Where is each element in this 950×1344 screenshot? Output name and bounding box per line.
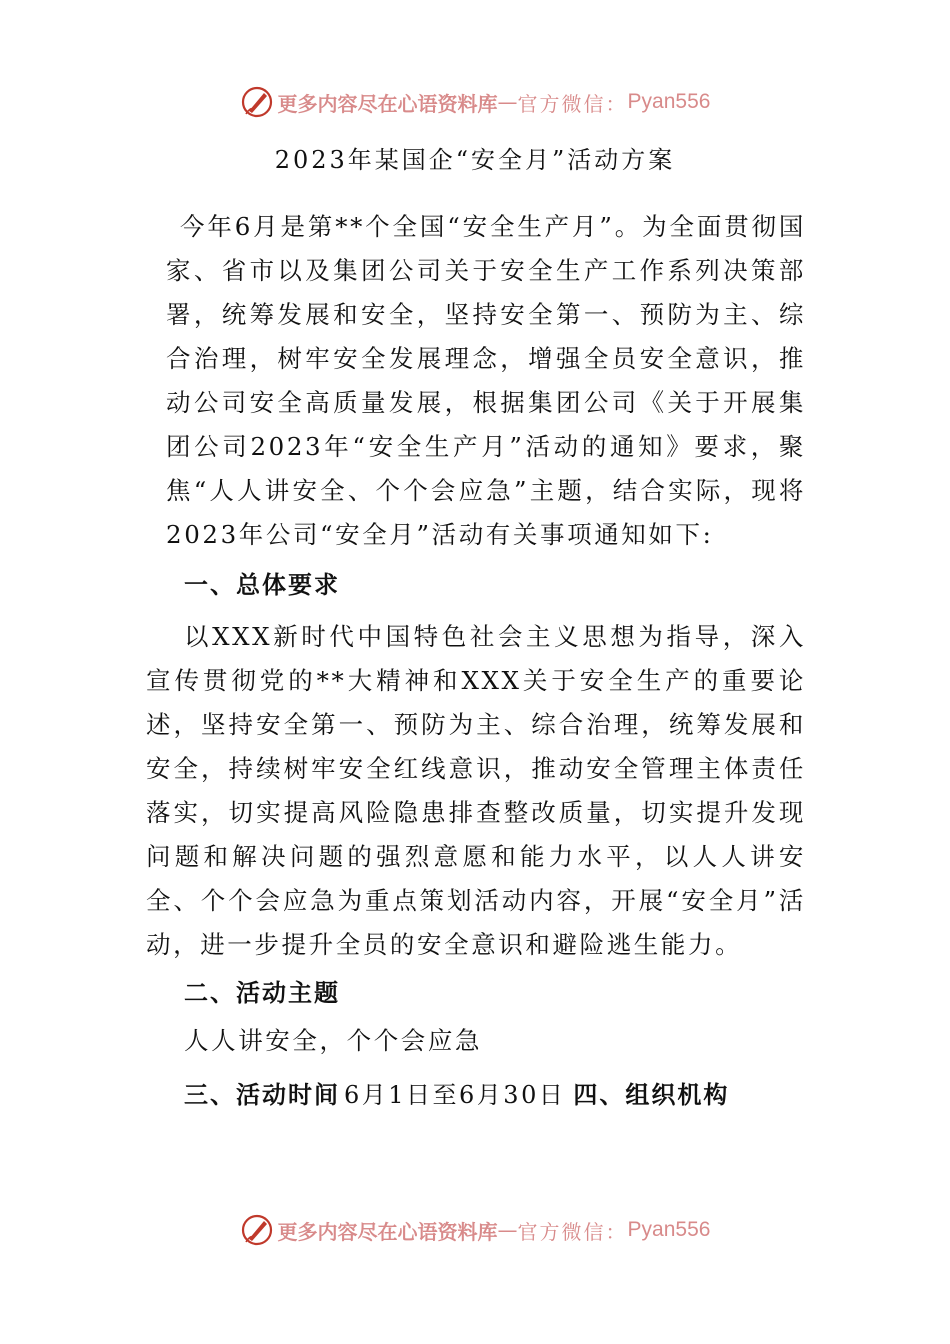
section1-paragraph: 以XXX新时代中国特色社会主义思想为指导，深入宣传贯彻党的**大精神和XXX关于安全生产的重要论述，坚持安全第一、预防为主、综合治理，统筹发展和安全，持续树牢安全红线意识，推动安全管理主体责任落实，切实提高风险隐患排查整改质量，切实提升发现问题和解决问题的强烈意愿和能力水平，以人人讲安全、个个会应急为重点策划活动内容，开展“安全月”活动，进一步提升全员的安全意识和避险逃生能力。 (146, 622, 806, 959)
watermark-dash: — (497, 90, 518, 114)
document-title: 2023年某国企“安全月”活动方案 (274, 146, 676, 174)
section4-heading: 四、组织机构 (573, 1081, 730, 1109)
pen-circle-logo-icon (240, 85, 274, 119)
pen-circle-logo-icon (240, 1213, 274, 1247)
watermark-wechat-label: 官方微信： (517, 1219, 628, 1244)
section3-line (184, 1075, 729, 1110)
section1-heading: 一、总体要求 (184, 571, 340, 599)
section3-dates: 6月1日至6月30日 (344, 1081, 566, 1109)
watermark-brand: 更多内容尽在心语资料库 (277, 91, 498, 116)
watermark-dash: — (497, 1218, 518, 1242)
footer-watermark-banner (0, 1210, 950, 1250)
watermark-wechat-id: Pyan556 (627, 1218, 711, 1241)
section2-paragraph: 人人讲安全，个个会应急 (184, 1026, 483, 1055)
section3-heading: 三、活动时间 (184, 1081, 340, 1109)
watermark-wechat-label: 官方微信： (517, 91, 628, 116)
section2-heading: 二、活动主题 (184, 979, 340, 1007)
watermark-brand: 更多内容尽在心语资料库 (277, 1219, 498, 1244)
watermark-wechat-id: Pyan556 (627, 90, 711, 113)
header-watermark-banner (0, 82, 950, 122)
intro-paragraph: 今年6月是第**个全国“安全生产月”。为全面贯彻国家、省市以及集团公司关于安全生产工作系列决策部署，统筹发展和安全，坚持安全第一、预防为主、综合治理，树牢安全发展理念，增强全员安全意识，推动公司安全高质量发展，根据集团公司《关于开展集团公司2023年“安全生产月”活动的通知》要求，聚焦“人人讲安全、个个会应急”主题，结合实际，现将2023年公司“安全月”活动有关事项通知如下: (166, 212, 806, 549)
